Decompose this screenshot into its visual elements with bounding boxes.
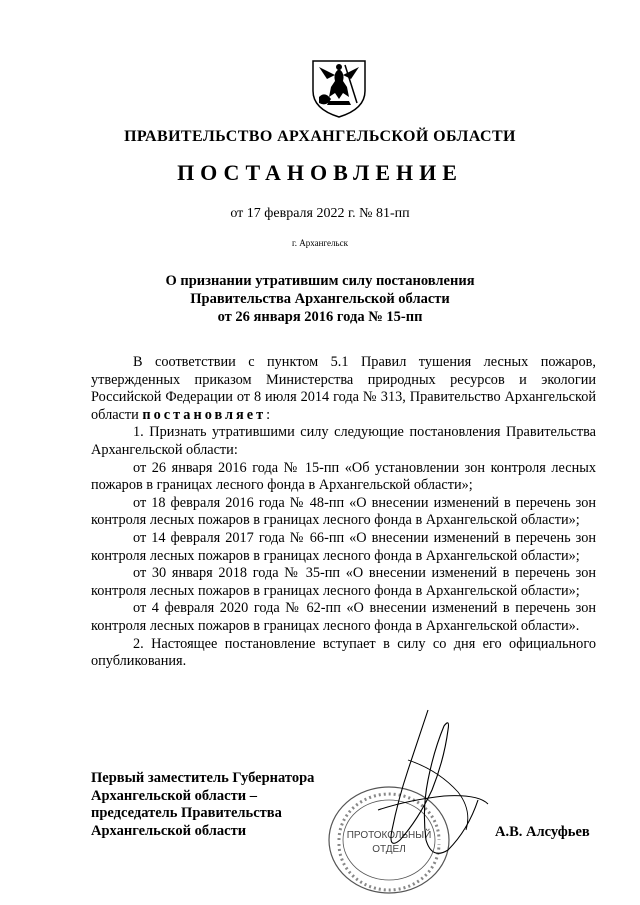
subject-line: Правительства Архангельской области [190, 291, 450, 307]
subject-line: от 26 января 2016 года № 15-пп [217, 309, 423, 325]
repealed-act-item: от 18 февраля 2016 года № 48-пп «О внесении изменений в перечень зон контроля лесных пожаров в границах лесного фонда в Архангельской области»; [91, 494, 596, 529]
repealed-act-item: от 14 февраля 2017 года № 66-пп «О внесении изменений в перечень зон контроля лесных пожаров в границах лесного фонда в Архангельской области»; [91, 529, 596, 564]
subject-line: О признании утратившим силу постановления [165, 273, 475, 289]
intro-text: В соответствии с пунктом 5.1 Правил тушения лесных пожаров, утвержденных приказом Министерства природных ресурсов и экологии Российской Федерации от 8 июля 2014 года № 313, Правительство Архангельской области [91, 354, 596, 423]
position-line: Архангельской области – [91, 787, 257, 804]
stamp-text: ПРОТОКОЛЬНЫЙ [346, 830, 432, 841]
handwritten-signature [348, 700, 498, 890]
stamp-text: ОТДЕЛ [372, 844, 406, 855]
position-line: председатель Правительства [91, 805, 282, 822]
intro-end: : [266, 406, 271, 423]
item-1-paragraph: 1. Признать утратившими силу следующие постановления Правительства Архангельской области: [91, 424, 596, 458]
decree-keyword: постановляет [142, 406, 267, 423]
government-title: ПРАВИТЕЛЬСТВО АРХАНГЕЛЬСКОЙ ОБЛАСТИ [124, 128, 516, 145]
signatory-name: А.В. Алсуфьев [495, 824, 590, 840]
position-line: Первый заместитель Губернатора [91, 770, 315, 786]
document-city: г. Архангельск [292, 238, 348, 248]
repealed-act-item: от 30 января 2018 года № 35-пп «О внесении изменений в перечень зон контроля лесных пожаров в границах лесного фонда в Архангельской области»; [91, 565, 596, 599]
item-2-paragraph: 2. Настоящее постановление вступает в силу со дня его официального опубликования. [91, 635, 596, 670]
document-body [91, 354, 596, 671]
document-date-number: от 17 февраля 2022 г. № 81-пп [230, 206, 410, 221]
document-subject [140, 272, 500, 326]
coat-of-arms-emblem [305, 57, 373, 119]
intro-paragraph [91, 354, 596, 424]
position-line: Архангельской области [91, 822, 247, 839]
document-type-title: ПОСТАНОВЛЕНИЕ [177, 160, 463, 185]
repealed-act-item: от 26 января 2016 года № 15-пп «Об установлении зон контроля лесных пожаров в границах лесного фонда в Архангельской области»; [91, 459, 596, 494]
repealed-act-item: от 4 февраля 2020 года № 62-пп «О внесении изменений в перечень зон контроля лесных пожаров в границах лесного фонда в Архангельской области». [91, 600, 596, 634]
